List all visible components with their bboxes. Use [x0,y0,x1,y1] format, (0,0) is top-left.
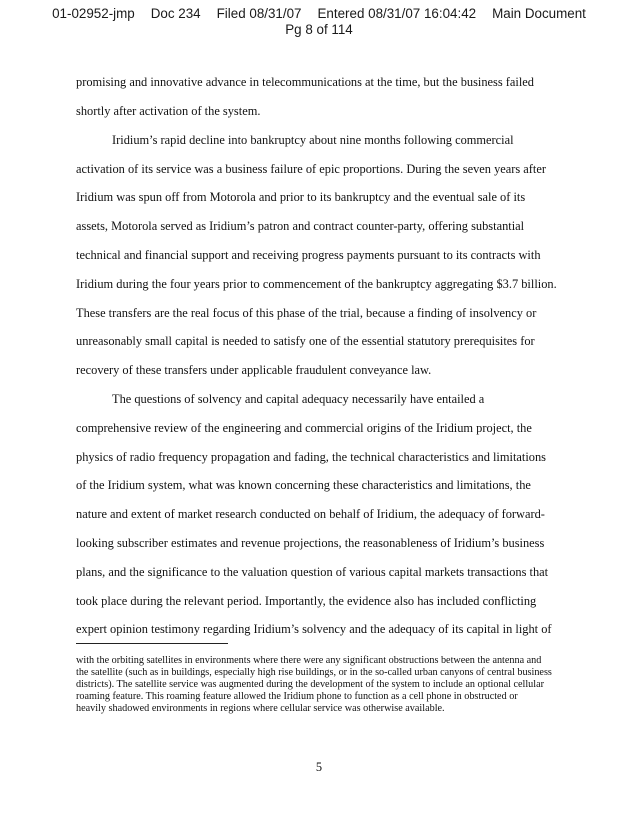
page-number: 5 [315,760,323,774]
body-line: of the Iridium system, what was known concerning these characteristics and limitations, the [76,478,531,492]
footnote-line: with the orbiting satellites in environments where there were any significant obstructions between the antenna and [76,655,542,666]
footnote-line: the satellite (such as in buildings, especially high rise buildings, or in the so-called urban canyons of central business [76,667,552,678]
page-of-count: Pg 8 of 114 [285,22,353,37]
body-line: These transfers are the real focus of this phase of the trial, because a finding of insolvency or [76,306,537,320]
footnote-line: districts). The satellite service was augmented during the development of the system to include an optional cellular [76,679,545,690]
body-line: activation of its service was a business failure of epic proportions. During the seven years after [76,162,547,176]
body-line: assets, Motorola served as Iridium’s patron and contract counter-party, offering substantial [76,219,525,233]
body-line: plans, and the significance to the valuation question of various capital markets transactions that [76,565,549,579]
footnote-separator [76,643,228,644]
case-number: 01-02952-jmp [52,6,135,21]
body-line: physics of radio frequency propagation and fading, the technical characteristics and limitations [76,450,546,464]
body-line: Iridium was spun off from Motorola and prior to its bankruptcy and the eventual sale of its [76,190,526,204]
body-line: Iridium’s rapid decline into bankruptcy about nine months following commercial [112,133,514,147]
body-line: unreasonably small capital is needed to satisfy one of the essential statutory prerequisites for [76,334,535,348]
body-line: The questions of solvency and capital adequacy necessarily have entailed a [112,392,485,406]
body-line: recovery of these transfers under applicable fraudulent conveyance law. [76,363,432,377]
footnote-line: roaming feature. This roaming feature allowed the Iridium phone to function as a cell phone in obstructed or [76,691,518,702]
footnote-line: heavily shadowed environments in regions where cellular service was otherwise available. [76,703,445,714]
body-line: took place during the relevant period. Importantly, the evidence also has included conflicting [76,594,537,608]
body-line: Iridium during the four years prior to commencement of the bankruptcy aggregating $3.7 billion. [76,277,557,291]
body-line: promising and innovative advance in telecommunications at the time, but the business failed [76,75,534,89]
body-line: expert opinion testimony regarding Iridium’s solvency and the adequacy of its capital in light of [76,622,552,636]
body-line: looking subscriber estimates and revenue projections, the reasonableness of Iridium’s business [76,536,545,550]
body-line: shortly after activation of the system. [76,104,261,118]
entered-date: Entered 08/31/07 16:04:42 [317,6,477,21]
filed-date: Filed 08/31/07 [216,6,302,21]
main-document-label: Main Document [492,6,586,21]
body-line: technical and financial support and receiving progress payments pursuant to its contracts with [76,248,541,262]
docket-doc-number: Doc 234 [150,6,201,21]
body-line: nature and extent of market research conducted on behalf of Iridium, the adequacy of forward- [76,507,545,521]
body-line: comprehensive review of the engineering and commercial origins of the Iridium project, the [76,421,532,435]
